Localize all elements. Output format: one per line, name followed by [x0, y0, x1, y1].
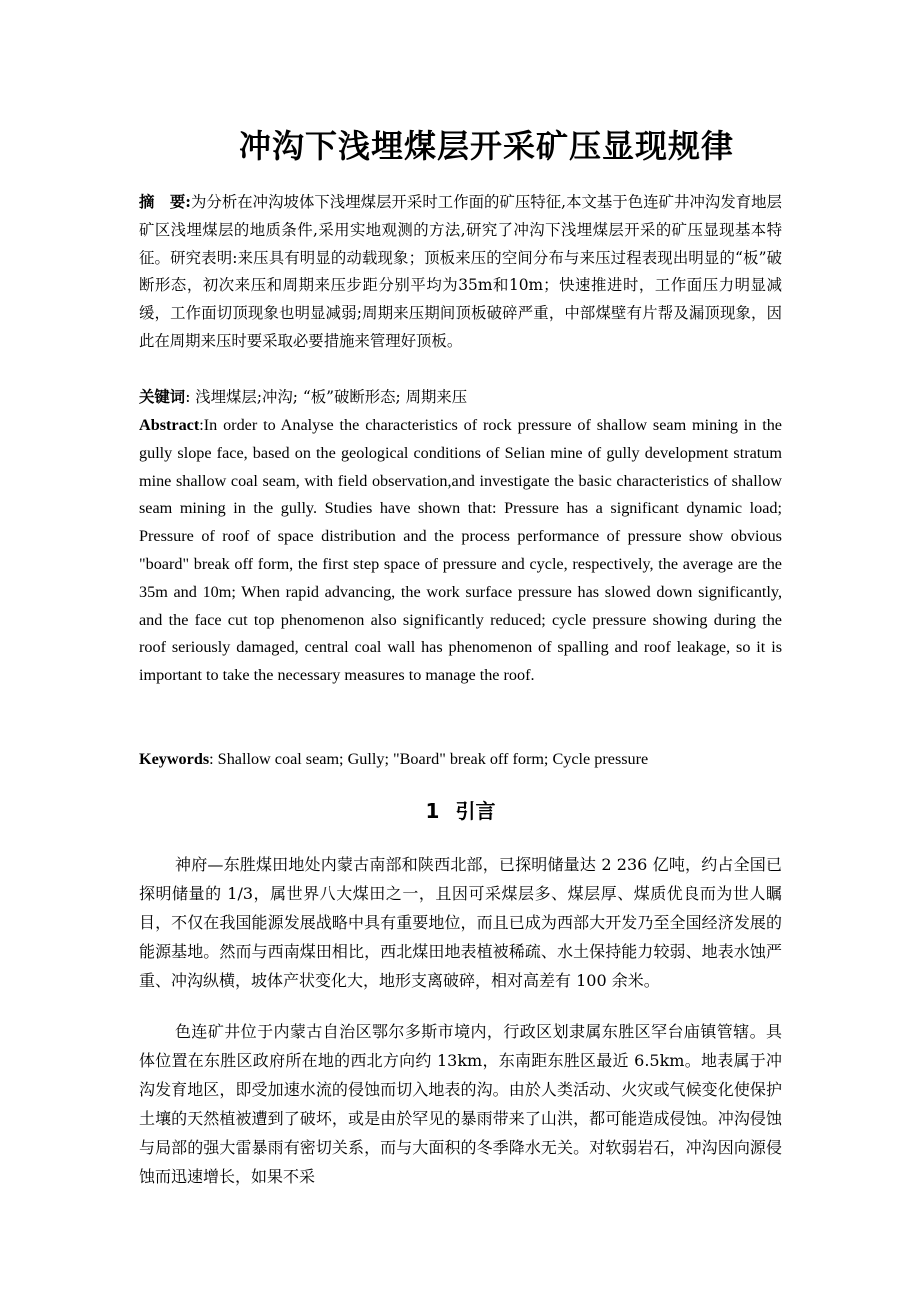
paper-title: 冲沟下浅埋煤层开采矿压显现规律	[239, 127, 735, 165]
abstract-chinese	[139, 189, 782, 356]
body-paragraph: 神府—东胜煤田地处内蒙古南部和陕西北部，已探明储量达 2 236 亿吨，约占全国已探明储量的 1/3，属世界八大煤田之一，且因可采煤层多、煤层厚、煤质优良而为世人瞩目，不仅在我国能源发展战略中具有重要地位，而且已成为西部大开发乃至全国经济发展的能源基地。然而与西南煤田相比，西北煤田地表植被稀疏、水土保持能力较弱、地表水蚀严重、冲沟纵横，坡体产状变化大，地形支离破碎，相对高差有 100 余米。	[139, 855, 782, 990]
section-heading-introduction	[139, 794, 782, 828]
body-paragraph: 色连矿井位于内蒙古自治区鄂尔多斯市境内，行政区划隶属东胜区罕台庙镇管辖。具体位置在东胜区政府所在地的西北方向约 13km，东南距东胜区最近 6.5km。地表属于冲沟发育地区，即受加速水流的侵蚀而切入地表的沟。由於人类活动、火灾或气候变化使保护土壤的天然植被遭到了破坏，或是由於罕见的暴雨带来了山洪，都可能造成侵蚀。冲沟侵蚀与局部的强大雷暴雨有密切关系，而与大面积的冬季降水无关。对软弱岩石，冲沟因向源侵蚀而迅速增长，如果不采	[139, 1022, 782, 1186]
abstract-chinese-text: 为分析在冲沟坡体下浅埋煤层开采时工作面的矿压特征,本文基于色连矿井冲沟发育地层矿区浅埋煤层的地质条件,采用实地观测的方法,研究了冲沟下浅埋煤层开采的矿压显现基本特征。研究表明:来压具有明显的动载现象；顶板来压的空间分布与来压过程表现出明显的“板”破断形态，初次来压和周期来压步距分别平均为35m和10m；快速推进时，工作面压力明显减缓，工作面切顶现象也明显减弱;周期来压期间顶板破碎严重，中部煤壁有片帮及漏顶现象，因此在周期来压时要采取必要措施来管理好顶板。	[139, 193, 782, 350]
keywords-english-text: : Shallow coal seam; Gully; "Board" break off form; Cycle pressure	[209, 750, 649, 768]
abstract-english	[139, 412, 782, 690]
section-title: 引言	[455, 799, 496, 823]
keywords-english-label: Keywords	[139, 750, 210, 768]
keywords-chinese	[139, 384, 782, 412]
keywords-chinese-label: 关键词	[139, 388, 186, 406]
keywords-english	[139, 746, 782, 774]
abstract-chinese-label: 摘 要:	[139, 193, 191, 211]
abstract-english-label: Abstract	[139, 416, 200, 434]
keywords-chinese-text: : 浅埋煤层;冲沟; “板”破断形态; 周期来压	[185, 388, 468, 406]
abstract-english-text: :In order to Analyse the characteristics of rock pressure of shallow seam mining in the gully slope face, based on the geological conditions of Selian mine of gully development stratum mine shallow coal seam, with field observation,and investigate the basic characteristics of shallow seam mining in the gully. Studies have shown that: Pressure has a significant dynamic load; Pressure of roof of space distribution and the process performance of pressure show obvious "board" break off form, the first step space of pressure and cycle, respectively, the average are the 35m and 10m; When rapid advancing, the work surface pressure has slowed down significantly, and the face cut top phenomenon also significantly reduced; cycle pressure showing during the roof seriously damaged, central coal wall has phenomenon of spalling and roof leakage, so it is important to take the necessary measures to manage the roof.	[139, 416, 782, 685]
section-number: 1	[425, 799, 440, 823]
